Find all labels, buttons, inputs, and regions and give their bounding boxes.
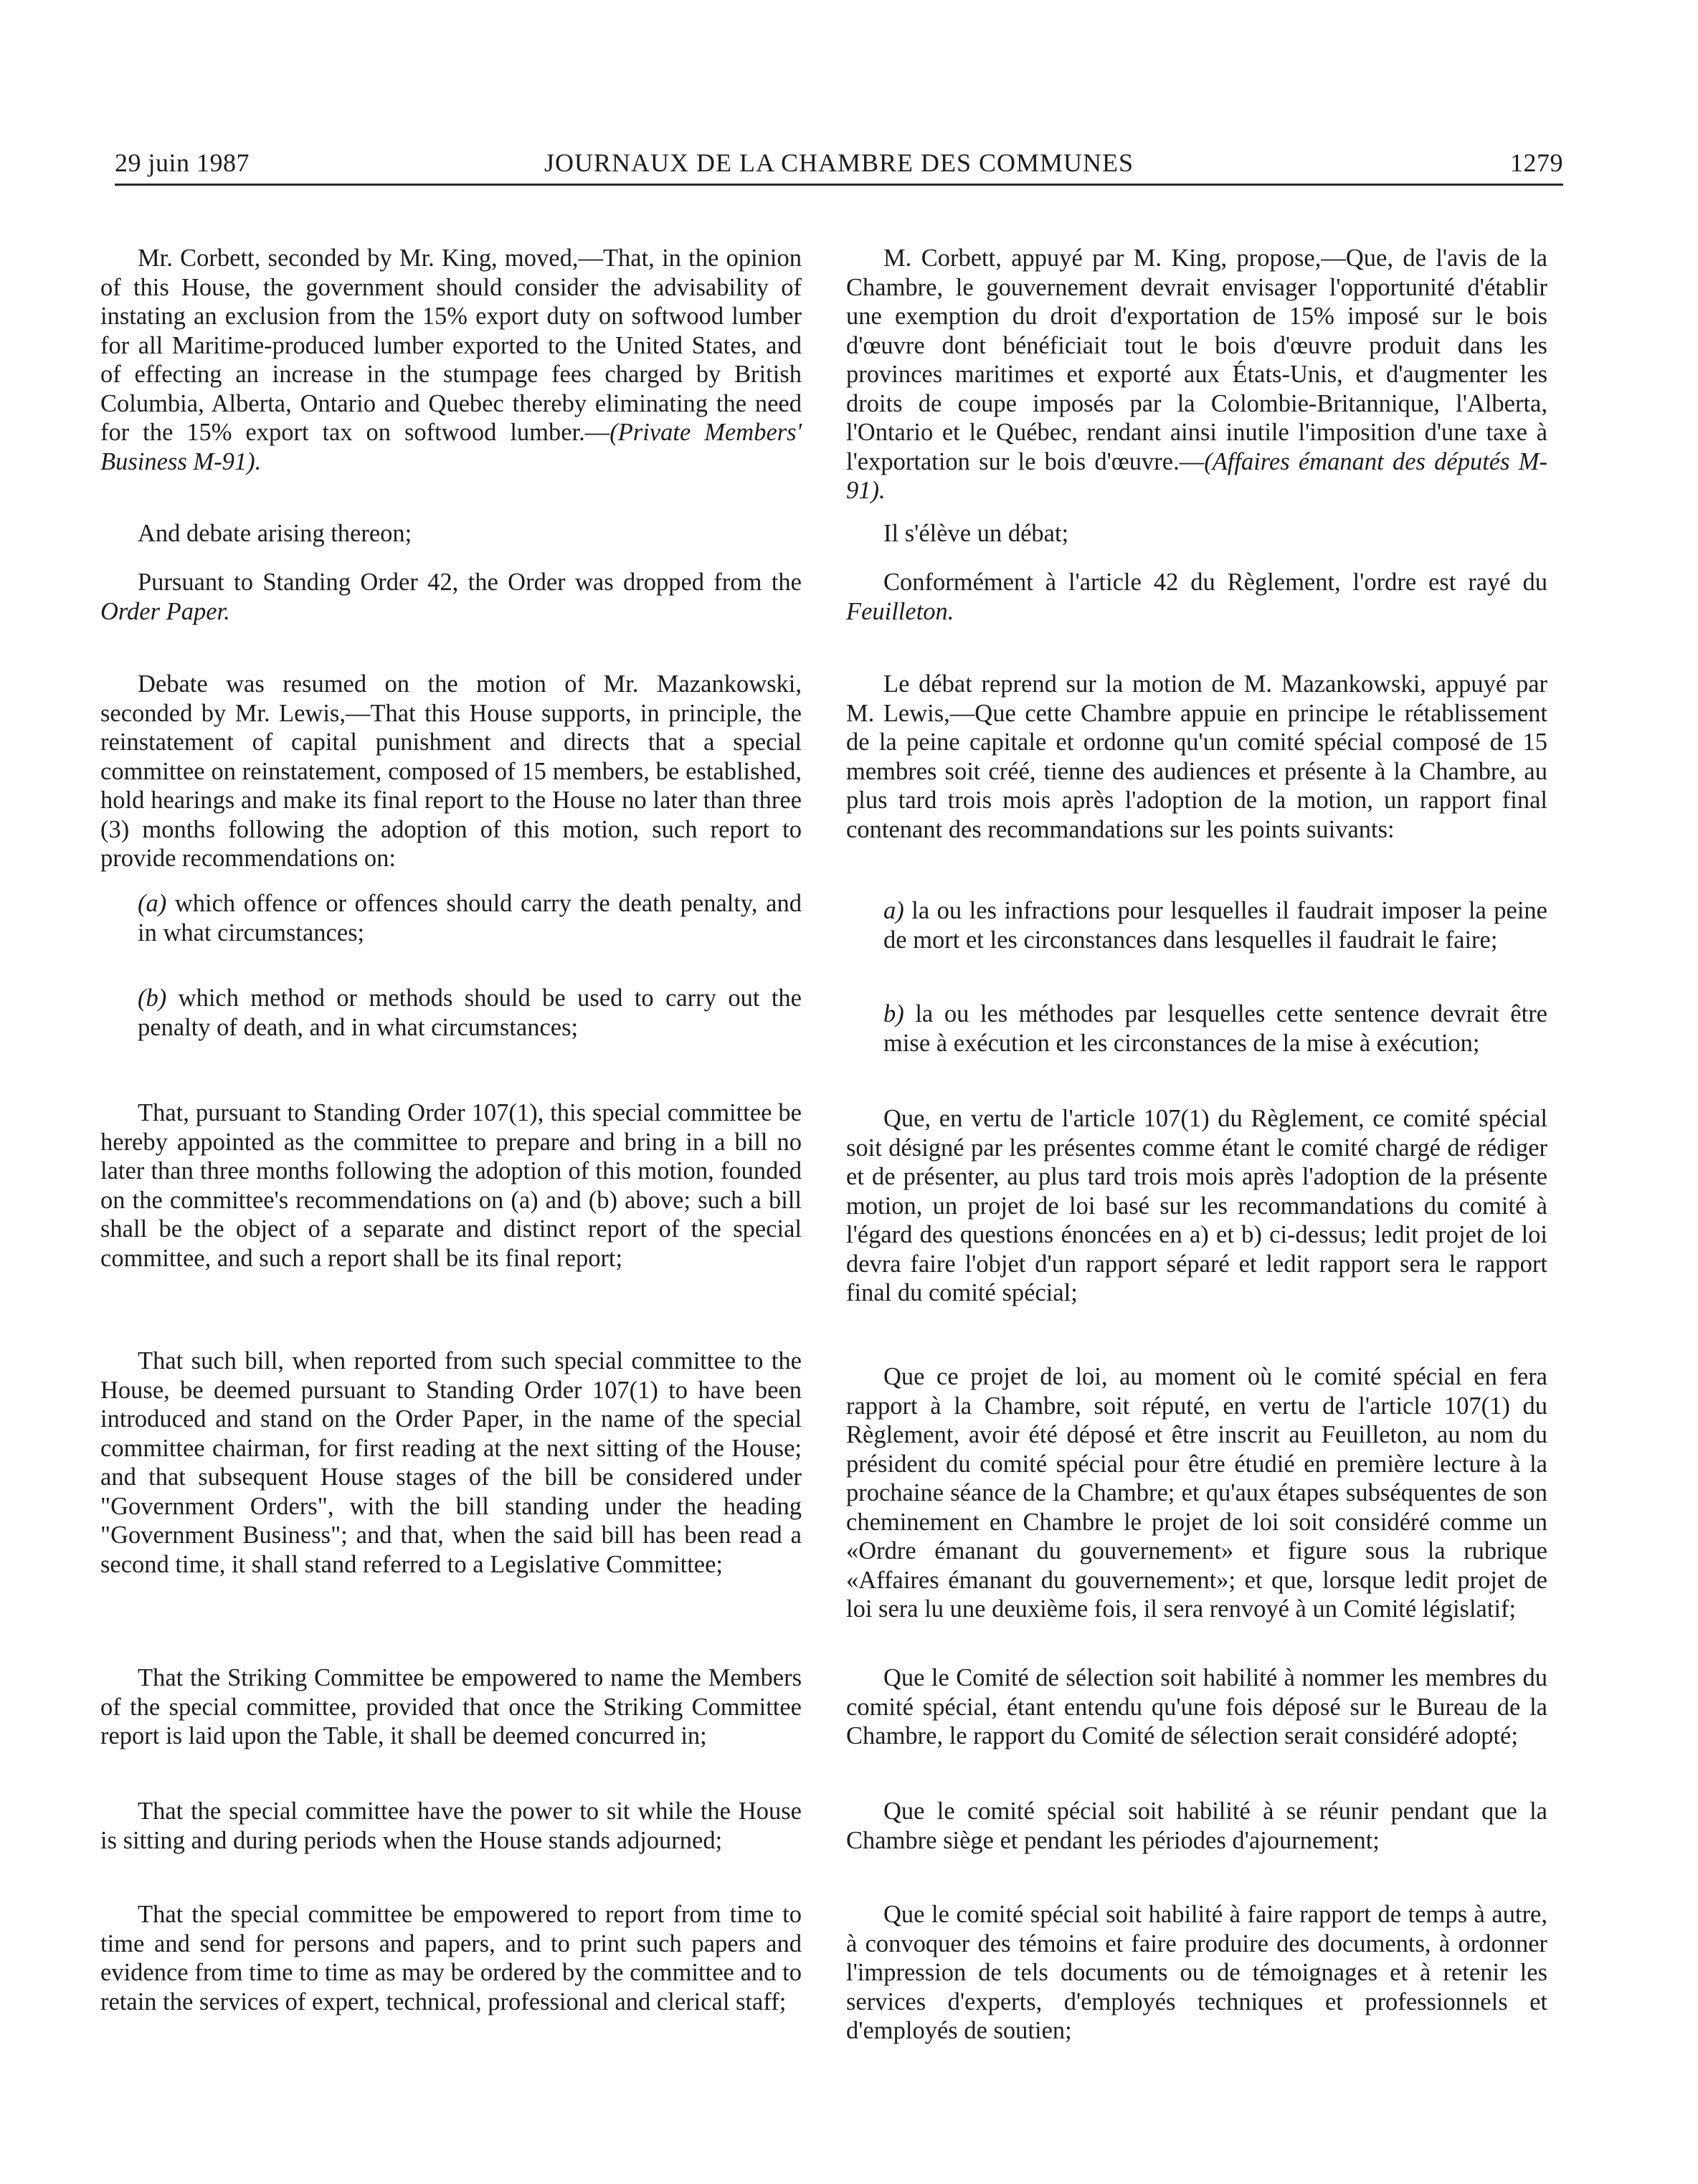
fr-item-b [846,1000,1547,1058]
fr-paragraph-corbett-motion [846,244,1547,505]
fr-paragraph-mazankowski-motion: Le débat reprend sur la motion de M. Mazankowski, appuyé par M. Lewis,—Que cette Chambre appuie en principe le rétablissement de la peine capitale et ordonne qu'un comité spécial composé de 15 membres soit créé, tienne des audiences et présente à la Chambre, au plus tard trois mois après l'adoption de la motion, un rapport final contenant des recommandations sur les points suivants: [846,670,1547,843]
fr-paragraph-comite-selection: Que le Comité de sélection soit habilité à nommer les membres du comité spécial, étant entendu qu'une fois déposé sur le Bureau de la Chambre, le rapport du Comité de sélection serait considéré adopté; [846,1664,1547,1749]
en-paragraph-such-bill: That such bill, when reported from such special committee to the House, be deemed pursuant to Standing Order 107(1) to have been introduced and stand on the Order Paper, in the name of the special committee chairman, for first reading at the next sitting of the House; and that subsequent House stages of the bill be considered under "Government Orders", with the bill standing under the heading "Government Business"; and that, when the said bill has been read a second time, it shall stand referred to a Legislative Committee; [100,1347,802,1578]
fr-paragraph-debate-arising: Il s'élève un débat; [883,520,1069,547]
en-corbett-motion-text: Mr. Corbett, seconded by Mr. King, moved,—That, in the opinion of this House, the government should consider the advisability of instating an exclusion from the 15% export duty on softwood lumber for all Maritime-produced lumber exported to the United States, and of effecting an increase in the stumpage fees charged by British Columbia, Alberta, Ontario and Quebec thereby eliminating the need for the 15% export tax on softwood lumber.— [100,244,802,446]
en-item-b-label: (b) [138,984,167,1012]
en-paragraph-standing-order-107: That, pursuant to Standing Order 107(1), this special committee be hereby appointed as the committee to prepare and bring in a bill no later than three months following the adoption of this motion, founded on the committee's recommendations on (a) and (b) above; such a bill shall be the object of a separate and distinct report of the special committee, and such a report shall be its final report; [100,1099,802,1272]
en-item-a-text: which offence or offences should carry the death penalty, and in what circumstances; [138,890,802,946]
en-order-dropped-text: Pursuant to Standing Order 42, the Order was dropped from the [138,569,802,596]
fr-order-dropped-text: Conformément à l'article 42 du Règlement, l'ordre est rayé du [883,569,1547,596]
fr-item-a [846,896,1547,954]
fr-corbett-motion-text: M. Corbett, appuyé par M. King, propose,—Que, de l'avis de la Chambre, le gouvernement devrait envisager l'opportunité d'établir une exemption du droit d'exportation de 15% imposé sur le bois d'œuvre dont bénéficiait tout le bois d'œuvre produit dans les provinces maritimes et exporté aux États-Unis, et d'augmenter les droits de coupe imposés par la Colombie-Britannique, l'Alberta, l'Ontario et le Québec, rendant ainsi inutile l'imposition d'une taxe à l'exportation sur le bois d'œuvre.— [846,244,1547,475]
fr-paragraph-se-reunir: Que le comité spécial soit habilité à se réunir pendant que la Chambre siège et pendant les périodes d'ajournement; [846,1798,1547,1854]
fr-item-a-text: la ou les infractions pour lesquelles il faudrait imposer la peine de mort et les circonstances dans lesquelles il faudrait le faire; [883,897,1547,954]
header-date: 29 juin 1987 [115,148,250,177]
page-header [115,142,1563,186]
fr-paragraph-faire-rapport: Que le comité spécial soit habilité à faire rapport de temps à autre, à convoquer des témoins et faire produire des documents, à ordonner l'impression de tels documents ou de témoignages et à retenir les services d'experts, d'employés techniques et professionnels et d'employés de soutien; [846,1901,1547,2044]
en-paragraph-report-powers: That the special committee be empowered to report from time to time and send for persons and papers, and to print such papers and evidence from time to time as may be ordered by the committee and to retain the services of expert, technical, professional and clerical staff; [100,1901,802,2016]
fr-feuilleton-italic: Feuilleton. [846,597,954,625]
en-paragraph-striking-committee: That the Striking Committee be empowered to name the Members of the special committee, provided that once the Striking Committee report is laid upon the Table, it shall be deemed concurred in; [100,1664,802,1749]
fr-item-b-text: la ou les méthodes par lesquelles cette sentence devrait être mise à exécution et les circonstances de la mise à exécution; [883,1000,1547,1057]
en-paragraph-order-dropped [100,568,802,626]
fr-paragraph-article-107: Que, en vertu de l'article 107(1) du Règlement, ce comité spécial soit désigné par les présentes comme étant le comité chargé de rédiger et de présenter, au plus tard trois mois après l'adoption de la présente motion, un projet de loi basé sur les recommandations du comité à l'égard des questions énoncées en a) et b) ci-dessus; ledit projet de loi devra faire l'objet d'un rapport séparé et ledit rapport sera le rapport final du comité spécial; [846,1105,1547,1306]
en-item-a [100,889,802,947]
fr-item-b-label: b) [883,1000,904,1027]
en-item-b [100,984,802,1042]
fr-paragraph-order-dropped [846,568,1547,626]
fr-paragraph-projet-de-loi: Que ce projet de loi, au moment où le comité spécial en fera rapport à la Chambre, soit réputé, en vertu de l'article 107(1) du Règlement, avoir été déposé et être inscrit au Feuilleton, au nom du président du comité spécial pour être étudié en première lecture à la prochaine séance de la Chambre; et qu'aux étapes subséquentes de son cheminement en Chambre le projet de loi soit considéré comme un «Ordre émanant du gouvernement» et figure sous la rubrique «Affaires émanant du gouvernement»; et que, lorsque ledit projet de loi sera lu une deuxième fois, il sera renvoyé à un Comité législatif; [846,1363,1547,1623]
en-paragraph-debate-arising: And debate arising thereon; [138,520,412,547]
en-item-b-text: which method or methods should be used to carry out the penalty of death, and in what circumstances; [138,984,802,1041]
en-paragraph-mazankowski-motion: Debate was resumed on the motion of Mr. Mazankowski, seconded by Mr. Lewis,—That this House supports, in principle, the reinstatement of capital punishment and directs that a special committee on reinstatement, composed of 15 members, be established, hold hearings and make its final report to the House no later than three (3) months following the adoption of this motion, such report to provide recommendations on: [100,670,802,872]
fr-item-a-label: a) [883,897,904,924]
en-order-paper-italic: Order Paper. [100,597,230,625]
header-title: JOURNAUX DE LA CHAMBRE DES COMMUNES [544,148,1134,177]
en-item-a-label: (a) [138,890,167,917]
fr-corbett-motion-reference: (Affaires émanant des députés M-91). [846,447,1547,504]
page-number: 1279 [1510,148,1563,177]
en-paragraph-corbett-motion [100,244,802,476]
en-corbett-motion-reference: (Private Members' Business M-91). [100,419,802,475]
en-paragraph-power-to-sit: That the special committee have the power to sit while the House is sitting and during periods when the House stands adjourned; [100,1798,802,1854]
